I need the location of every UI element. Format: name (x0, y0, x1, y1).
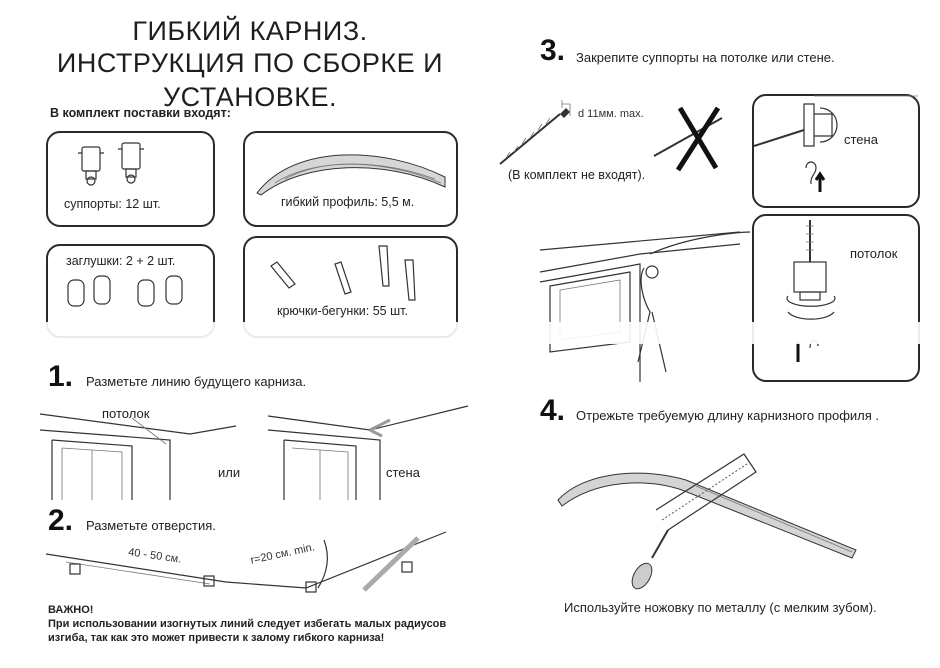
step2-illustration (46, 532, 446, 602)
step2-text: Разметьте отверстия. (86, 518, 216, 533)
step1-number: 1. (48, 360, 74, 393)
divider-band (0, 322, 940, 344)
wall-label: стена (844, 132, 878, 147)
step3-number: 3. (540, 34, 566, 67)
ceiling-mount-box (752, 214, 920, 382)
profile-label: гибкий профиль: 5,5 м. (281, 195, 415, 209)
step1-or-label: или (218, 465, 241, 480)
profile-box (243, 131, 458, 227)
hooks-label: крючки-бегунки: 55 шт. (277, 304, 408, 318)
wall-mount-illustration (754, 96, 918, 206)
step1-text: Разметьте линию будущего карниза. (86, 374, 307, 389)
supports-label: суппорты: 12 шт. (64, 197, 161, 211)
not-included-label: (В комплект не входят). (508, 168, 646, 182)
step2-number: 2. (48, 504, 74, 537)
kit-heading: В комплект поставки входят: (50, 106, 231, 120)
step1-ceiling-label: потолок (102, 406, 150, 421)
step4-text: Отрежьте требуемую длину карнизного профиля . (576, 408, 880, 423)
step4-number: 4. (540, 394, 566, 427)
step3-text: Закрепите суппорты на потолке или стене. (576, 50, 835, 65)
caps-label: заглушки: 2 + 2 шт. (66, 254, 176, 268)
ceiling-label: потолок (850, 246, 898, 261)
room-installation-illustration (540, 232, 750, 382)
page-title-line1: ГИБКИЙ КАРНИЗ. (132, 16, 368, 46)
supports-box (46, 131, 215, 227)
screw-illustration (496, 96, 646, 166)
hacksaw-hint: Используйте ножовку по металлу (с мелким зубом). (564, 600, 877, 615)
supports-illustration (48, 133, 213, 225)
diameter-label: d 11мм. max. (578, 108, 644, 120)
warning-line2: изгиба, так как это может привести к залому гибкого карниза! (48, 632, 385, 644)
warning-title: ВАЖНО! (48, 604, 94, 616)
warning-line1: При использовании изогнутых линий следует избегать малых радиусов (48, 618, 447, 630)
crossed-screw-icon (652, 96, 742, 176)
step1-wall-label: стена (386, 465, 420, 480)
spacing-label: 40 - 50 см. (127, 546, 182, 566)
hacksaw-illustration (556, 440, 866, 590)
radius-label: r=20 см. min. (249, 541, 316, 567)
page-title-line2: ИНСТРУКЦИЯ ПО СБОРКЕ И УСТАНОВКЕ. (56, 48, 444, 112)
ceiling-mount-illustration (754, 216, 918, 380)
profile-illustration (245, 133, 456, 225)
wall-mount-box (752, 94, 920, 208)
